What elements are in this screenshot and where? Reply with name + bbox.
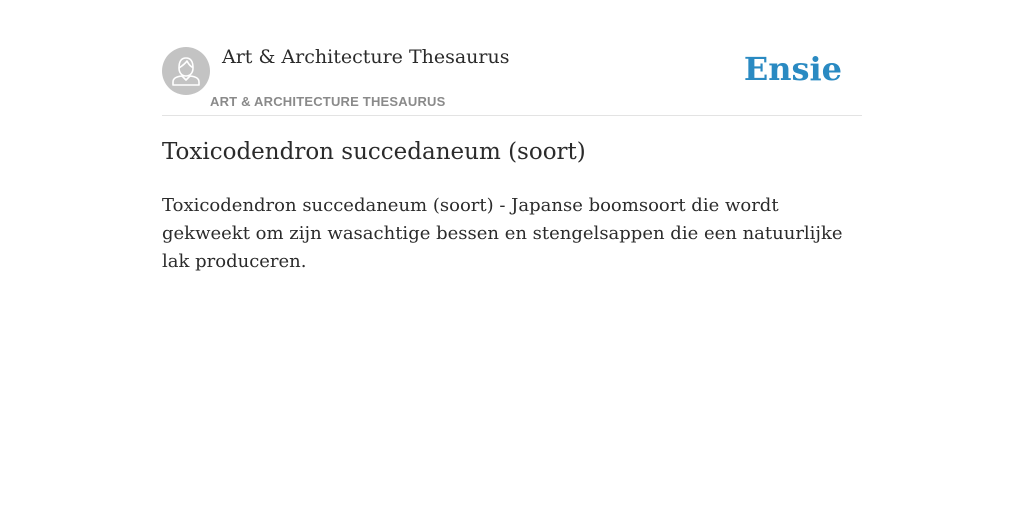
user-avatar-icon[interactable] xyxy=(162,47,210,95)
ensie-logo[interactable]: Ensie xyxy=(743,50,842,88)
article-header xyxy=(162,40,862,116)
article-body: Toxicodendron succedaneum (soort) - Japanse boomsoort die wordt gekweekt om zijn wasachtige bessen en stengelsappen die een natuurlijke lak produceren. xyxy=(162,195,843,272)
author-name[interactable]: Art & Architecture Thesaurus xyxy=(222,46,510,68)
author-subtitle: ART & ARCHITECTURE THESAURUS xyxy=(210,94,446,109)
page-title: Toxicodendron succedaneum (soort) xyxy=(162,139,586,165)
